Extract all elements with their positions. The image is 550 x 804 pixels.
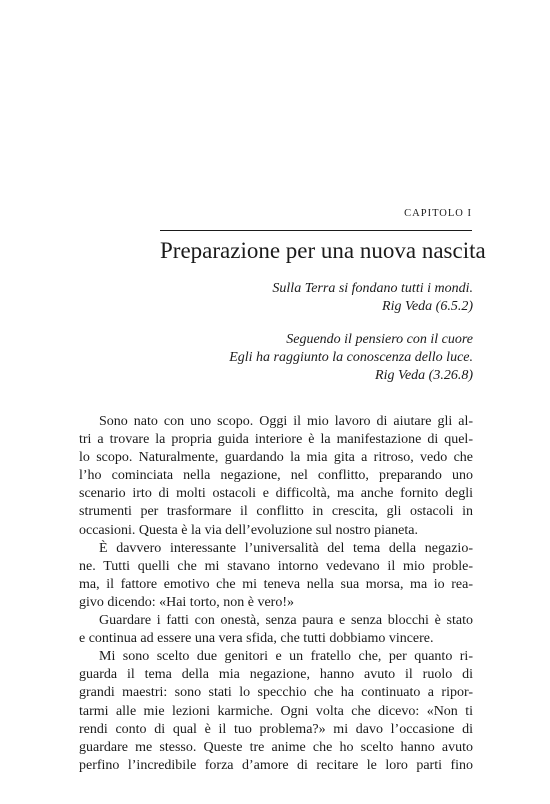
text-line: ma, il fattore emotivo che mi teneva nella sua morsa, ma io rea- xyxy=(79,576,473,592)
epigraph xyxy=(150,331,473,385)
text-line: ne. Tutti quelli che mi stavano intorno vedevano il mio proble- xyxy=(79,558,473,574)
chapter-rule xyxy=(160,230,472,231)
text-line: È davvero interessante l’universalità del tema della negazio- xyxy=(99,540,473,556)
text-line: guarda il tema della mia negazione, hanno avuto il ruolo di xyxy=(79,667,473,683)
text-line: e continua ad essere una vera sfida, che tutti dobbiamo vincere. xyxy=(79,631,434,647)
chapter-label: CAPITOLO I xyxy=(404,208,472,219)
text-line: rendi conto di qual è il tuo problema?» mi davo l’occasione di xyxy=(79,721,473,737)
body-text xyxy=(79,413,473,775)
text-line: strumenti per trasformare il conflitto in crescita, gli ostacoli in xyxy=(79,504,473,520)
text-line: lo scopo. Naturalmente, guardando la mia gita a ritroso, vedo che xyxy=(79,450,473,466)
epigraph-source: Rig Veda (6.5.2) xyxy=(382,299,473,315)
epigraph xyxy=(150,280,473,316)
text-line: grandi maestri: sono stati lo specchio che ha continuato a ripor- xyxy=(79,685,473,701)
epigraph-quote: Egli ha raggiunto la conoscenza dello luce. xyxy=(229,350,473,366)
text-line: Guardare i fatti con onestà, senza paura e senza blocchi è stato xyxy=(99,613,473,629)
epigraph-quote: Seguendo il pensiero con il cuore xyxy=(286,332,473,347)
text-line: tarmi alle mie lezioni karmiche. Ogni volta che dicevo: «Non ti xyxy=(79,703,473,719)
epigraph-quote: Sulla Terra si fondano tutti i mondi. xyxy=(272,281,473,296)
epigraph-source: Rig Veda (3.26.8) xyxy=(375,368,473,384)
text-line: tri a trovare la propria guida interiore è la manifestazione di quel- xyxy=(79,432,473,448)
text-line: occasioni. Questa è la via dell’evoluzione sul nostro pianeta. xyxy=(79,522,419,538)
text-line: givo dicendo: «Hai torto, non è vero!» xyxy=(79,594,295,610)
text-line: Mi sono scelto due genitori e un fratello che, per quanto ri- xyxy=(99,649,473,665)
text-line: scenario irto di molti ostacoli e difficoltà, ma anche fornito degli xyxy=(79,486,473,502)
text-line: perfino l’incredibile forza d’amore di recitare le loro parti fino xyxy=(79,757,473,773)
text-line: guardare me stesso. Queste tre anime che ho scelto hanno avuto xyxy=(79,739,473,755)
text-line: Sono nato con uno scopo. Oggi il mio lavoro di aiutare gli al- xyxy=(99,414,473,429)
text-line: l’ho cominciata nella negazione, nel conflitto, preparando uno xyxy=(79,468,473,484)
chapter-title: Preparazione per una nuova nascita xyxy=(160,238,486,263)
